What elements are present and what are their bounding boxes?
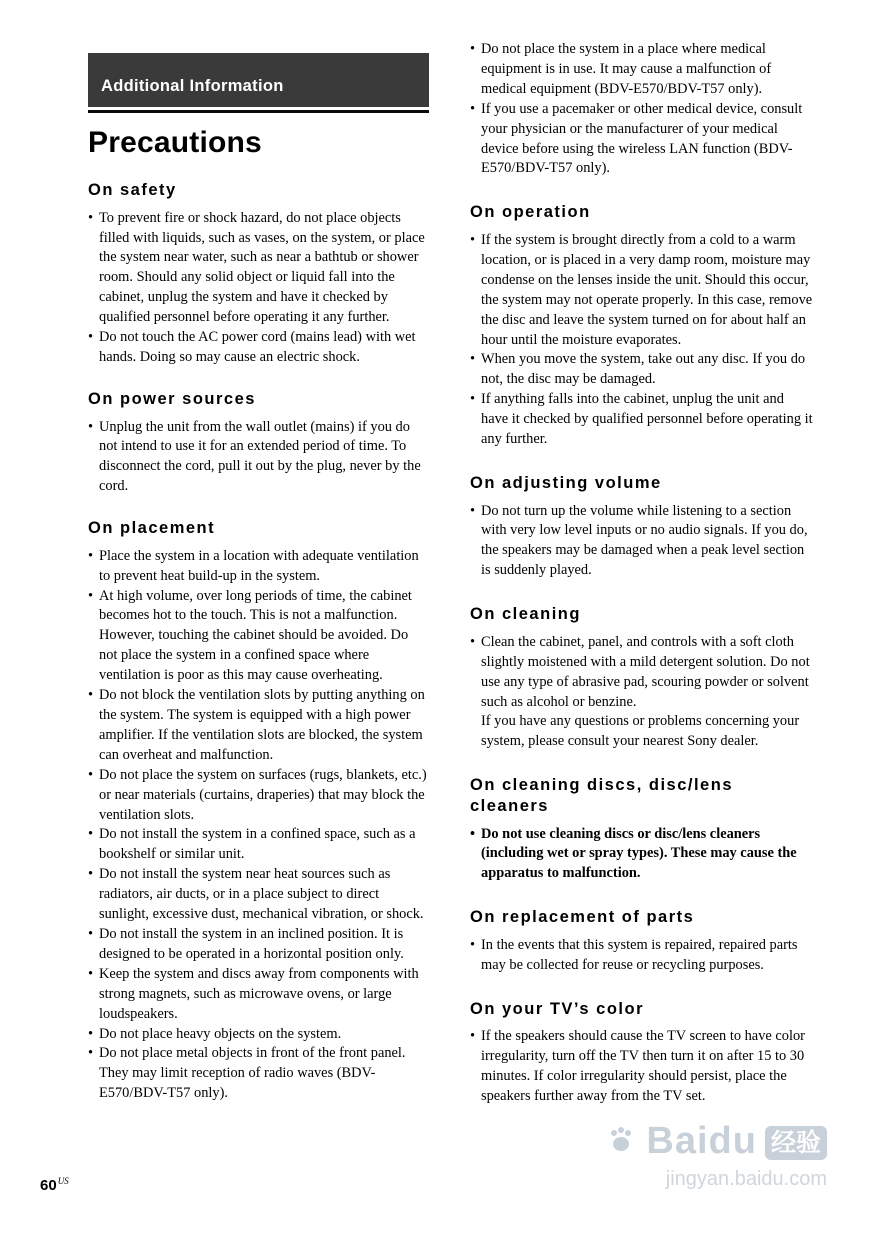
bullet-item: [88, 766, 429, 826]
bullet-item: [88, 587, 429, 687]
bullet-text: Unplug the unit from the wall outlet (mains) if you do not intend to use it for an extended period of time. To disconnect the cord, pull it out by the plug, never by the cord.: [99, 418, 421, 495]
bullet-marker: •: [88, 687, 94, 704]
bullet-marker: •: [88, 587, 94, 604]
bullet-text: If the speakers should cause the TV screen to have color irregularity, turn off the TV then turn it on after 15 to 30 minutes. If color irregularity should persist, place the speakers further away from the TV set.: [481, 1028, 805, 1104]
section-heading: On placement: [88, 519, 216, 538]
section-heading: On operation: [470, 203, 591, 222]
bullet-text: Do not place heavy objects on the system.: [99, 1025, 342, 1042]
bullet-list: [88, 547, 429, 1104]
bullet-marker: •: [470, 502, 476, 519]
bullet-marker: •: [470, 391, 476, 408]
bullet-item: [88, 686, 429, 766]
bullet-item: [470, 100, 813, 180]
page-number-value: 60: [40, 1177, 57, 1194]
bullet-list: [88, 209, 429, 368]
page-title: Precautions: [88, 126, 262, 159]
bullet-item: [470, 936, 813, 976]
bullet-item: [88, 547, 429, 587]
watermark-brand-text: Baidu: [646, 1120, 757, 1162]
bullet-marker: •: [470, 351, 476, 368]
bullet-marker: •: [470, 825, 476, 842]
bullet-marker: •: [88, 1025, 94, 1042]
bullet-item: [470, 825, 813, 885]
bullet-marker: •: [88, 329, 94, 346]
section-heading: On safety: [88, 181, 177, 199]
bullet-item: [88, 209, 429, 328]
bullet-item: [470, 502, 813, 582]
bullet-marker: •: [88, 418, 94, 435]
bullet-item: [470, 633, 813, 752]
bullet-marker: •: [470, 633, 476, 650]
bullet-text: Do not install the system near heat sources such as radiators, air ducts, or in a place subject to direct sunlight, excessive dust, mechanical vibration, or shock.: [99, 866, 424, 923]
bullet-marker: •: [470, 100, 476, 117]
bullet-text: Do not install the system in a confined space, such as a bookshelf or similar unit.: [99, 826, 416, 863]
bullet-text: If anything falls into the cabinet, unplug the unit and have it checked by qualified personnel before operating it any further.: [481, 391, 813, 448]
section-heading: On cleaning: [470, 605, 581, 624]
bullet-list: [470, 502, 813, 582]
bullet-marker: •: [470, 936, 476, 953]
bullet-item: [88, 825, 429, 865]
chapter-banner: [88, 53, 429, 107]
bullet-text: At high volume, over long periods of time, the cabinet becomes hot to the touch. This is not a malfunction. However, touching the cabinet should be avoided. Do not place the system in a confined space where ventilation is poor as this may cause overheating.: [99, 587, 412, 684]
bullet-marker: •: [88, 209, 94, 226]
bullet-item: [470, 1027, 813, 1107]
bullet-marker: •: [88, 866, 94, 883]
bullet-marker: •: [88, 925, 94, 942]
bullet-marker: •: [88, 1045, 94, 1062]
left-sections: [88, 180, 429, 1104]
right-sections: [470, 40, 813, 1107]
bullet-text: Keep the system and discs away from components with strong magnets, such as microwave ovens, or large loudspeakers.: [99, 965, 419, 1022]
bullet-text: Do not block the ventilation slots by putting anything on the system. The system is equipped with a high power amplifier. If the ventilation slots are blocked, the system can overheat and malfunction.: [99, 687, 425, 763]
section-heading: On your TV’s color: [470, 999, 644, 1018]
bullet-item: [470, 390, 813, 450]
bullet-marker: •: [470, 231, 476, 248]
page-number: [40, 1176, 69, 1194]
left-column: [88, 0, 429, 1104]
bullet-text: To prevent fire or shock hazard, do not place objects filled with liquids, such as vases, on the system, or place the system near water, such as near a bathtub or shower room. Should any solid object or liquid fall into the cabinet, unplug the system and have it checked by qualified personnel before operating it any further.: [99, 209, 425, 326]
bullet-text: When you move the system, take out any disc. If you do not, the disc may be damaged.: [481, 351, 806, 388]
section-heading: On cleaning discs, disc/lens cleaners: [470, 776, 733, 815]
chapter-banner-label: Additional Information: [101, 77, 284, 95]
bullet-text: If the system is brought directly from a cold to a warm location, or is placed in a very damp room, moisture may condense on the lenses inside the unit. Should this occur, the system may not operate properly. In this case, remove the disc and leave the system turned on for about half an hour until the moisture evaporates.: [481, 231, 813, 348]
watermark-url: jingyan.baidu.com: [665, 1168, 827, 1190]
baidu-paw-icon: [606, 1125, 636, 1160]
bullet-text: Do not turn up the volume while listening to a section with very low level inputs or no audio signals. If you do, the speakers may be damaged when a peak level section is suddenly played.: [481, 502, 808, 579]
bullet-continuation: If you have any questions or problems concerning your system, please consult your nearest Sony dealer.: [481, 713, 800, 750]
bullet-item: [88, 965, 429, 1025]
bullet-item: [88, 925, 429, 965]
bullet-text: Clean the cabinet, panel, and controls with a soft cloth slightly moistened with a mild detergent solution. Do not use any type of abrasive pad, scouring powder or solvent such as alcohol or benzine.: [481, 633, 810, 710]
section-heading: On power sources: [88, 389, 256, 408]
bullet-item: [88, 328, 429, 368]
bullet-text: Do not place the system in a place where medical equipment is in use. It may cause a malfunction of medical equipment (BDV-E570/BDV-T57 only).: [481, 41, 772, 97]
bullet-list: [470, 936, 813, 976]
watermark-badge: 经验: [765, 1126, 827, 1160]
bullet-list: [470, 1027, 813, 1107]
bullet-text: Do not touch the AC power cord (mains lead) with wet hands. Doing so may cause an electric shock.: [99, 329, 416, 365]
bullet-item: [88, 1025, 429, 1045]
bullet-text: Place the system in a location with adequate ventilation to prevent heat build-up in the system.: [99, 547, 419, 584]
bullet-marker: •: [470, 41, 476, 57]
bullet-marker: •: [88, 766, 94, 783]
section-heading: On replacement of parts: [470, 908, 695, 927]
bullet-list: [470, 825, 813, 885]
bullet-marker: •: [470, 1028, 476, 1045]
bullet-text: Do not install the system in an inclined position. It is designed to be operated in a horizontal position only.: [99, 925, 404, 962]
bullet-item: [470, 350, 813, 390]
baidu-watermark: [606, 1122, 827, 1191]
bullet-marker: •: [88, 826, 94, 843]
bullet-item: [88, 1044, 429, 1104]
bullet-item: [470, 40, 813, 100]
bullet-item: [88, 418, 429, 498]
watermark-brand-row: [606, 1122, 827, 1160]
banner-rule: [88, 110, 429, 113]
bullet-list: [470, 40, 813, 179]
bullet-list: [470, 231, 813, 450]
bullet-text: If you use a pacemaker or other medical device, consult your physician or the manufacturer of your medical device before using the wireless LAN function (BDV-E570/BDV-T57 only).: [481, 100, 803, 177]
bullet-item: [470, 231, 813, 350]
bullet-text: In the events that this system is repaired, repaired parts may be collected for reuse or recycling purposes.: [481, 936, 798, 973]
bullet-marker: •: [88, 547, 94, 564]
bullet-list: [88, 418, 429, 498]
bullet-text: Do not place metal objects in front of the front panel. They may limit reception of radio waves (BDV-E570/BDV-T57 only).: [99, 1045, 406, 1102]
bullet-text: Do not place the system on surfaces (rugs, blankets, etc.) or near materials (curtains, draperies) that may block the ventilation slots.: [99, 766, 427, 823]
right-column: [470, 0, 813, 1107]
bullet-text: Do not use cleaning discs or disc/lens cleaners (including wet or spray types). These may cause the apparatus to malfunction.: [481, 825, 797, 882]
section-heading: On adjusting volume: [470, 473, 662, 492]
bullet-list: [470, 633, 813, 752]
bullet-marker: •: [88, 965, 94, 982]
page-region-label: US: [57, 1176, 69, 1186]
bullet-item: [88, 865, 429, 925]
